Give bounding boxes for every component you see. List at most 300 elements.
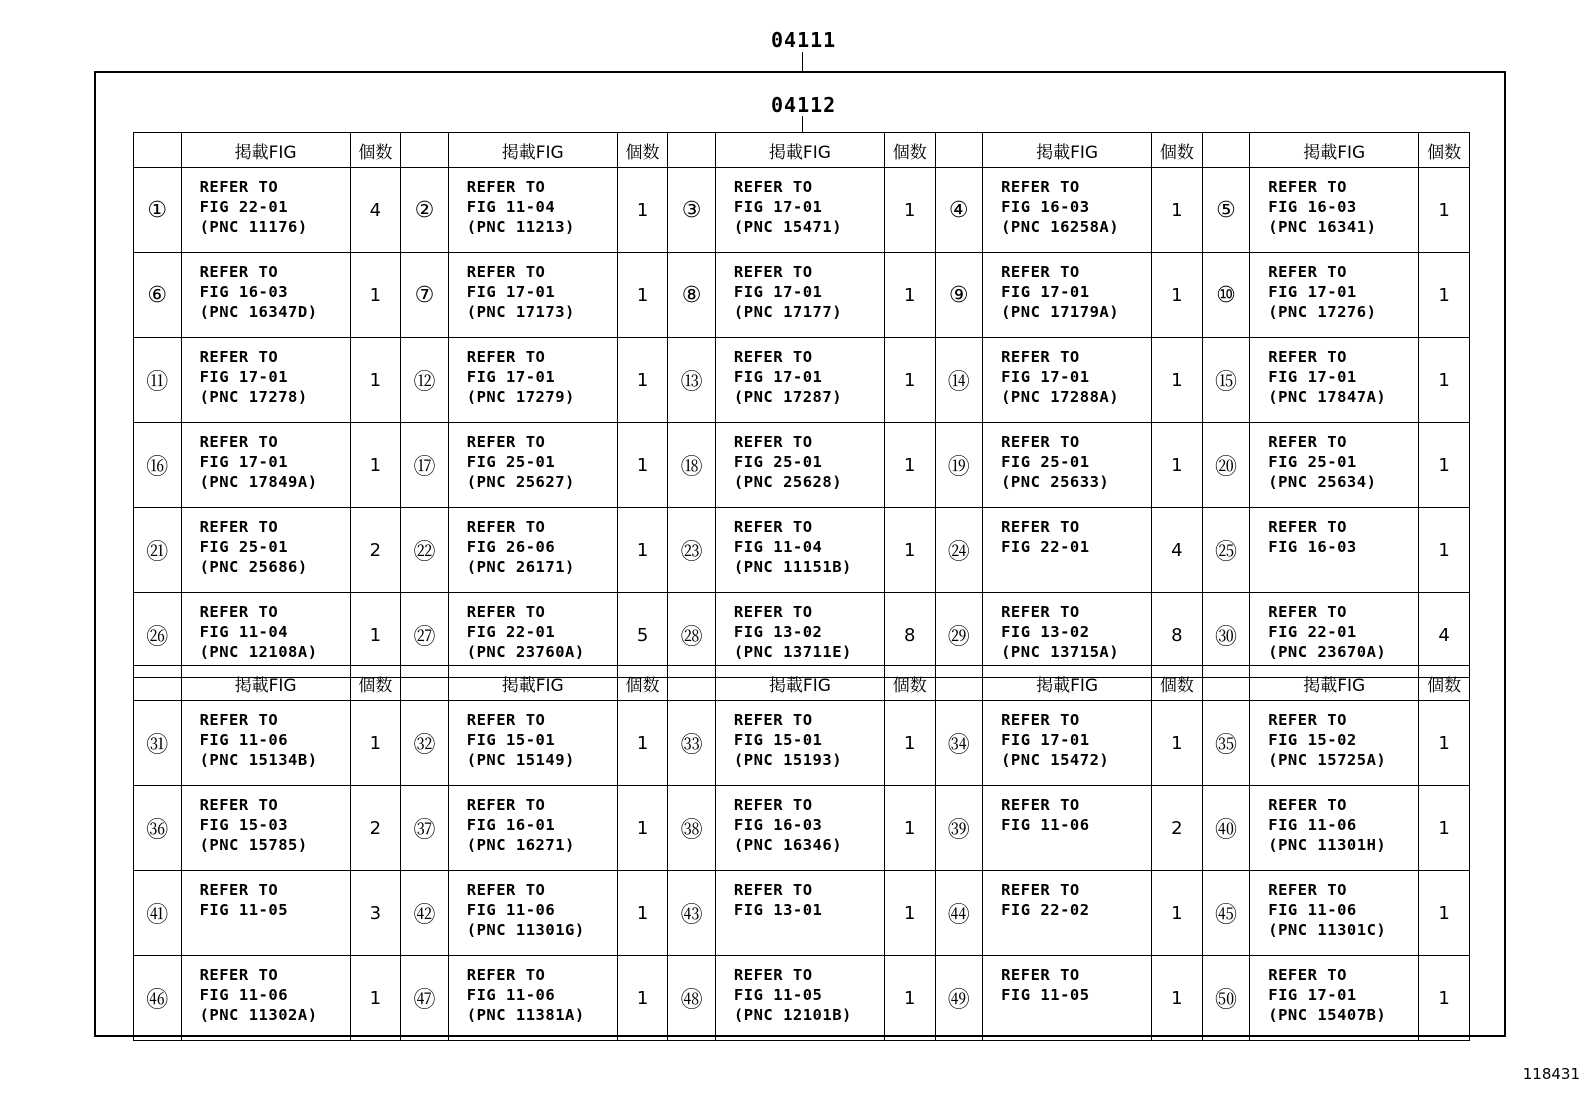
item-number: ㉖ — [134, 593, 182, 678]
item-number: ㊿ — [1202, 956, 1250, 1041]
reference-line: FIG 11-06 — [1268, 901, 1357, 919]
reference-line: REFER TO — [1268, 881, 1347, 899]
header-fig: 掲載FIG — [181, 666, 350, 701]
reference-line: FIG 11-06 — [1268, 816, 1357, 834]
illustration-code: 118431 — [1522, 1065, 1580, 1083]
item-number: ㉔ — [935, 508, 983, 593]
reference-line: REFER TO — [466, 348, 546, 366]
reference-line: (PNC 25686) — [199, 558, 308, 576]
quantity-cell: 1 — [1419, 338, 1470, 423]
reference-cell — [448, 168, 617, 253]
reference-cell — [181, 168, 350, 253]
reference-line: FIG 13-02 — [733, 623, 823, 641]
quantity-cell: 1 — [1152, 956, 1203, 1041]
reference-line: (PNC 17847A) — [1268, 388, 1387, 406]
header-fig: 掲載FIG — [448, 666, 617, 701]
reference-cell — [983, 423, 1152, 508]
reference-line: REFER TO — [1268, 433, 1347, 451]
reference-line: REFER TO — [1001, 603, 1080, 621]
item-number: ㊱ — [134, 786, 182, 871]
reference-line: REFER TO — [466, 966, 546, 984]
reference-line: (PNC 17179A) — [1001, 303, 1120, 321]
reference-line: (PNC 16347D) — [199, 303, 318, 321]
header-blank-cell — [134, 133, 182, 168]
header-blank-cell — [1202, 133, 1250, 168]
reference-line: FIG 15-02 — [1268, 731, 1357, 749]
reference-line: (PNC 15407B) — [1268, 1006, 1387, 1024]
reference-line: REFER TO — [1001, 796, 1080, 814]
quantity-cell: 2 — [1152, 786, 1203, 871]
reference-line: FIG 16-03 — [733, 816, 823, 834]
reference-cell — [983, 786, 1152, 871]
reference-line: (PNC 23670A) — [1268, 643, 1387, 661]
reference-line: (PNC 11301C) — [1268, 921, 1387, 939]
header-row — [134, 666, 1470, 701]
quantity-cell: 1 — [1152, 701, 1203, 786]
reference-line: REFER TO — [466, 263, 546, 281]
reference-line: (PNC 13715A) — [1001, 643, 1120, 661]
item-number: ㉚ — [1202, 593, 1250, 678]
reference-cell — [983, 956, 1152, 1041]
table-row — [134, 786, 1470, 871]
reference-line: REFER TO — [1268, 178, 1347, 196]
header-blank-cell — [668, 666, 716, 701]
reference-line: FIG 11-04 — [733, 538, 823, 556]
reference-cell — [181, 423, 350, 508]
reference-line: FIG 11-04 — [466, 198, 556, 216]
item-number: ㊺ — [1202, 871, 1250, 956]
reference-line: FIG 17-01 — [1001, 731, 1090, 749]
reference-cell — [448, 956, 617, 1041]
item-number: ⑲ — [935, 423, 983, 508]
reference-line: FIG 16-01 — [466, 816, 556, 834]
reference-line: FIG 26-06 — [466, 538, 556, 556]
quantity-cell: 1 — [1152, 253, 1203, 338]
table-row — [134, 701, 1470, 786]
quantity-cell: 1 — [617, 786, 668, 871]
reference-line: FIG 16-03 — [199, 283, 289, 301]
quantity-cell: 1 — [350, 956, 401, 1041]
item-number: ⑦ — [401, 253, 449, 338]
reference-line: (PNC 15134B) — [199, 751, 318, 769]
item-number: ㉜ — [401, 701, 449, 786]
item-number: ㉑ — [134, 508, 182, 593]
reference-cell — [983, 701, 1152, 786]
quantity-cell: 1 — [884, 786, 935, 871]
item-number: ⑳ — [1202, 423, 1250, 508]
reference-cell — [181, 253, 350, 338]
reference-line: FIG 17-01 — [1268, 283, 1357, 301]
header-qty: 個数 — [350, 666, 401, 701]
reference-line: (PNC 25634) — [1268, 473, 1377, 491]
reference-line: (PNC 11176) — [199, 218, 308, 236]
item-number: ㉘ — [668, 593, 716, 678]
item-number: ㉞ — [935, 701, 983, 786]
item-number: ㉝ — [668, 701, 716, 786]
item-number: ㊳ — [668, 786, 716, 871]
header-fig: 掲載FIG — [1250, 666, 1419, 701]
reference-line: REFER TO — [1268, 711, 1347, 729]
item-number: ㉛ — [134, 701, 182, 786]
reference-line: FIG 15-01 — [733, 731, 823, 749]
quantity-cell: 2 — [350, 786, 401, 871]
quantity-cell: 1 — [1419, 786, 1470, 871]
reference-line: (PNC 12108A) — [199, 643, 318, 661]
reference-cell — [1250, 701, 1419, 786]
item-number: ㊽ — [668, 956, 716, 1041]
reference-line: REFER TO — [733, 518, 813, 536]
reference-cell — [1250, 508, 1419, 593]
item-number: ㊴ — [935, 786, 983, 871]
reference-line: (PNC 26171) — [466, 558, 575, 576]
item-number: ㊻ — [134, 956, 182, 1041]
reference-line: REFER TO — [199, 603, 279, 621]
reference-line: (PNC 13711E) — [733, 643, 852, 661]
quantity-cell: 1 — [884, 253, 935, 338]
item-number: ⑧ — [668, 253, 716, 338]
item-number: ⑭ — [935, 338, 983, 423]
reference-line: FIG 11-05 — [1001, 986, 1090, 1004]
reference-cell — [181, 786, 350, 871]
reference-cell — [715, 338, 884, 423]
reference-line: FIG 11-06 — [466, 901, 556, 919]
reference-line: REFER TO — [1001, 263, 1080, 281]
reference-line: REFER TO — [1268, 518, 1347, 536]
reference-line: FIG 25-01 — [1268, 453, 1357, 471]
reference-cell — [715, 253, 884, 338]
reference-line: REFER TO — [199, 796, 279, 814]
reference-line: (PNC 12101B) — [733, 1006, 852, 1024]
quantity-cell: 1 — [350, 593, 401, 678]
reference-line: FIG 17-01 — [199, 368, 289, 386]
header-blank-cell — [935, 666, 983, 701]
reference-line: REFER TO — [1268, 263, 1347, 281]
reference-line: FIG 15-01 — [466, 731, 556, 749]
table-row — [134, 168, 1470, 253]
quantity-cell: 8 — [884, 593, 935, 678]
quantity-cell: 1 — [350, 701, 401, 786]
reference-line: FIG 13-01 — [733, 901, 823, 919]
reference-line: REFER TO — [199, 433, 279, 451]
item-number: ⑰ — [401, 423, 449, 508]
reference-line: FIG 25-01 — [466, 453, 556, 471]
reference-cell — [181, 508, 350, 593]
reference-cell — [983, 508, 1152, 593]
reference-line: FIG 22-01 — [466, 623, 556, 641]
quantity-cell: 1 — [350, 338, 401, 423]
quantity-cell: 1 — [1419, 253, 1470, 338]
reference-line: REFER TO — [466, 796, 546, 814]
reference-line: FIG 17-01 — [733, 283, 823, 301]
quantity-cell: 1 — [884, 701, 935, 786]
quantity-cell: 1 — [1419, 423, 1470, 508]
inner-leader-line — [802, 116, 803, 132]
reference-line: REFER TO — [1001, 881, 1080, 899]
header-qty: 個数 — [1419, 133, 1470, 168]
reference-line: REFER TO — [466, 881, 546, 899]
reference-line: REFER TO — [733, 796, 813, 814]
reference-line: FIG 17-01 — [733, 368, 823, 386]
reference-line: (PNC 25628) — [733, 473, 843, 491]
item-number: ㉕ — [1202, 508, 1250, 593]
reference-cell — [1250, 956, 1419, 1041]
outer-leader-line — [802, 52, 803, 71]
header-qty: 個数 — [884, 666, 935, 701]
reference-line: REFER TO — [1001, 433, 1080, 451]
reference-line: FIG 22-01 — [199, 198, 289, 216]
quantity-cell: 1 — [1419, 701, 1470, 786]
reference-line: REFER TO — [466, 603, 546, 621]
quantity-cell: 1 — [1152, 871, 1203, 956]
reference-line: REFER TO — [733, 881, 813, 899]
item-number: ⑥ — [134, 253, 182, 338]
reference-line: (PNC 17287) — [733, 388, 843, 406]
quantity-cell: 1 — [884, 871, 935, 956]
reference-line: REFER TO — [1268, 796, 1347, 814]
header-blank-cell — [134, 666, 182, 701]
quantity-cell: 1 — [617, 871, 668, 956]
reference-line: (PNC 16341) — [1268, 218, 1377, 236]
reference-line: FIG 25-01 — [733, 453, 823, 471]
reference-line: REFER TO — [199, 178, 279, 196]
reference-cell — [448, 253, 617, 338]
item-number: ㊼ — [401, 956, 449, 1041]
reference-line: (PNC 15472) — [1001, 751, 1110, 769]
quantity-cell: 1 — [617, 508, 668, 593]
reference-line: (PNC 11301H) — [1268, 836, 1387, 854]
item-number: ㊸ — [668, 871, 716, 956]
reference-line: FIG 17-01 — [466, 368, 556, 386]
reference-cell — [1250, 786, 1419, 871]
reference-line: REFER TO — [1001, 178, 1080, 196]
reference-line: FIG 17-01 — [1268, 986, 1357, 1004]
item-number: ⑬ — [668, 338, 716, 423]
reference-line: REFER TO — [199, 263, 279, 281]
reference-line: FIG 11-06 — [199, 986, 289, 1004]
item-number: ⑯ — [134, 423, 182, 508]
reference-line: REFER TO — [733, 433, 813, 451]
item-number: ④ — [935, 168, 983, 253]
reference-line: (PNC 17278) — [199, 388, 308, 406]
reference-line: FIG 25-01 — [1001, 453, 1090, 471]
reference-line: FIG 11-05 — [199, 901, 289, 919]
reference-line: REFER TO — [1001, 348, 1080, 366]
item-number: ⑱ — [668, 423, 716, 508]
item-number: ⑩ — [1202, 253, 1250, 338]
reference-cell — [715, 701, 884, 786]
table-row — [134, 956, 1470, 1041]
item-number: ㊲ — [401, 786, 449, 871]
header-blank-cell — [401, 133, 449, 168]
reference-line: FIG 17-01 — [466, 283, 556, 301]
table-row — [134, 338, 1470, 423]
reference-cell — [1250, 168, 1419, 253]
quantity-cell: 1 — [617, 701, 668, 786]
item-number: ㉓ — [668, 508, 716, 593]
reference-line: REFER TO — [199, 518, 279, 536]
reference-cell — [181, 956, 350, 1041]
header-qty: 個数 — [884, 133, 935, 168]
reference-line: (PNC 25627) — [466, 473, 575, 491]
header-fig: 掲載FIG — [715, 666, 884, 701]
quantity-cell: 1 — [884, 956, 935, 1041]
header-fig: 掲載FIG — [181, 133, 350, 168]
item-number: ㊷ — [401, 871, 449, 956]
quantity-cell: 1 — [350, 423, 401, 508]
reference-line: (PNC 15193) — [733, 751, 843, 769]
reference-line: (PNC 17177) — [733, 303, 843, 321]
reference-line: (PNC 25633) — [1001, 473, 1110, 491]
item-number: ⑨ — [935, 253, 983, 338]
header-fig: 掲載FIG — [983, 666, 1152, 701]
reference-line: (PNC 15785) — [199, 836, 308, 854]
table-row — [134, 508, 1470, 593]
reference-cell — [715, 508, 884, 593]
quantity-cell: 1 — [1419, 871, 1470, 956]
reference-line: FIG 13-02 — [1001, 623, 1090, 641]
reference-line: (PNC 16346) — [733, 836, 843, 854]
header-blank-cell — [935, 133, 983, 168]
reference-line: REFER TO — [466, 178, 546, 196]
header-blank-cell — [1202, 666, 1250, 701]
reference-line: (PNC 11213) — [466, 218, 575, 236]
reference-line: FIG 17-01 — [1001, 368, 1090, 386]
quantity-cell: 1 — [617, 956, 668, 1041]
reference-line: (PNC 15725A) — [1268, 751, 1387, 769]
reference-line: (PNC 15149) — [466, 751, 575, 769]
reference-cell — [448, 871, 617, 956]
reference-line: FIG 22-02 — [1001, 901, 1090, 919]
quantity-cell: 4 — [1152, 508, 1203, 593]
item-number: ㉒ — [401, 508, 449, 593]
reference-line: REFER TO — [466, 711, 546, 729]
quantity-cell: 1 — [617, 423, 668, 508]
reference-cell — [983, 871, 1152, 956]
reference-line: FIG 16-03 — [1268, 538, 1357, 556]
reference-line: REFER TO — [733, 348, 813, 366]
quantity-cell: 1 — [617, 253, 668, 338]
reference-cell — [448, 701, 617, 786]
reference-cell — [983, 338, 1152, 423]
reference-line: FIG 22-01 — [1268, 623, 1357, 641]
item-number: ⑫ — [401, 338, 449, 423]
reference-cell — [715, 871, 884, 956]
header-qty: 個数 — [350, 133, 401, 168]
quantity-cell: 5 — [617, 593, 668, 678]
quantity-cell: 1 — [617, 168, 668, 253]
table-row — [134, 423, 1470, 508]
table-row — [134, 871, 1470, 956]
reference-cell — [448, 508, 617, 593]
inner-assembly-label: 04112 — [771, 93, 837, 117]
reference-line: REFER TO — [199, 881, 279, 899]
parts-table-upper — [133, 132, 1470, 678]
reference-line: REFER TO — [1268, 603, 1347, 621]
reference-cell — [448, 423, 617, 508]
item-number: ⑤ — [1202, 168, 1250, 253]
quantity-cell: 1 — [617, 338, 668, 423]
quantity-cell: 1 — [884, 508, 935, 593]
item-number: ㉟ — [1202, 701, 1250, 786]
reference-line: FIG 11-06 — [466, 986, 556, 1004]
item-number: ③ — [668, 168, 716, 253]
reference-line: FIG 11-06 — [1001, 816, 1090, 834]
reference-cell — [181, 701, 350, 786]
reference-line: REFER TO — [1001, 711, 1080, 729]
item-number: ㊵ — [1202, 786, 1250, 871]
reference-line: REFER TO — [466, 518, 546, 536]
reference-line: (PNC 17173) — [466, 303, 575, 321]
item-number: ㊶ — [134, 871, 182, 956]
reference-line: FIG 11-06 — [199, 731, 289, 749]
item-number: ㉙ — [935, 593, 983, 678]
header-qty: 個数 — [617, 666, 668, 701]
reference-line: FIG 17-01 — [733, 198, 823, 216]
reference-cell — [715, 786, 884, 871]
header-blank-cell — [401, 666, 449, 701]
quantity-cell: 8 — [1152, 593, 1203, 678]
item-number: ① — [134, 168, 182, 253]
reference-line: FIG 17-01 — [1268, 368, 1357, 386]
reference-cell — [1250, 423, 1419, 508]
reference-line: (PNC 15471) — [733, 218, 843, 236]
parts-table-lower — [133, 665, 1470, 1041]
quantity-cell: 1 — [1152, 423, 1203, 508]
reference-cell — [983, 253, 1152, 338]
reference-cell — [1250, 253, 1419, 338]
reference-line: (PNC 11151B) — [733, 558, 852, 576]
item-number: ⑮ — [1202, 338, 1250, 423]
reference-line: (PNC 16258A) — [1001, 218, 1120, 236]
quantity-cell: 3 — [350, 871, 401, 956]
reference-line: FIG 17-01 — [1001, 283, 1090, 301]
reference-line: (PNC 17288A) — [1001, 388, 1120, 406]
reference-line: REFER TO — [733, 263, 813, 281]
reference-line: (PNC 11381A) — [466, 1006, 585, 1024]
reference-cell — [448, 338, 617, 423]
reference-line: (PNC 23760A) — [466, 643, 585, 661]
header-fig: 掲載FIG — [983, 133, 1152, 168]
reference-cell — [715, 423, 884, 508]
item-number: ② — [401, 168, 449, 253]
reference-line: (PNC 11301G) — [466, 921, 585, 939]
quantity-cell: 1 — [350, 253, 401, 338]
item-number: ㊹ — [935, 871, 983, 956]
reference-line: FIG 16-03 — [1001, 198, 1090, 216]
reference-line: (PNC 17276) — [1268, 303, 1377, 321]
quantity-cell: 2 — [350, 508, 401, 593]
table-row — [134, 253, 1470, 338]
reference-line: REFER TO — [733, 603, 813, 621]
reference-line: (PNC 11302A) — [199, 1006, 318, 1024]
quantity-cell: 1 — [1419, 508, 1470, 593]
reference-line: REFER TO — [733, 711, 813, 729]
header-fig: 掲載FIG — [448, 133, 617, 168]
quantity-cell: 1 — [884, 423, 935, 508]
reference-line: FIG 15-03 — [199, 816, 289, 834]
header-qty: 個数 — [617, 133, 668, 168]
header-row — [134, 133, 1470, 168]
item-number: ⑪ — [134, 338, 182, 423]
header-fig: 掲載FIG — [715, 133, 884, 168]
reference-line: REFER TO — [1001, 518, 1080, 536]
reference-line: FIG 11-05 — [733, 986, 823, 1004]
reference-cell — [983, 168, 1152, 253]
reference-line: REFER TO — [1001, 966, 1080, 984]
quantity-cell: 1 — [884, 168, 935, 253]
reference-cell — [1250, 871, 1419, 956]
reference-line: (PNC 17849A) — [199, 473, 318, 491]
